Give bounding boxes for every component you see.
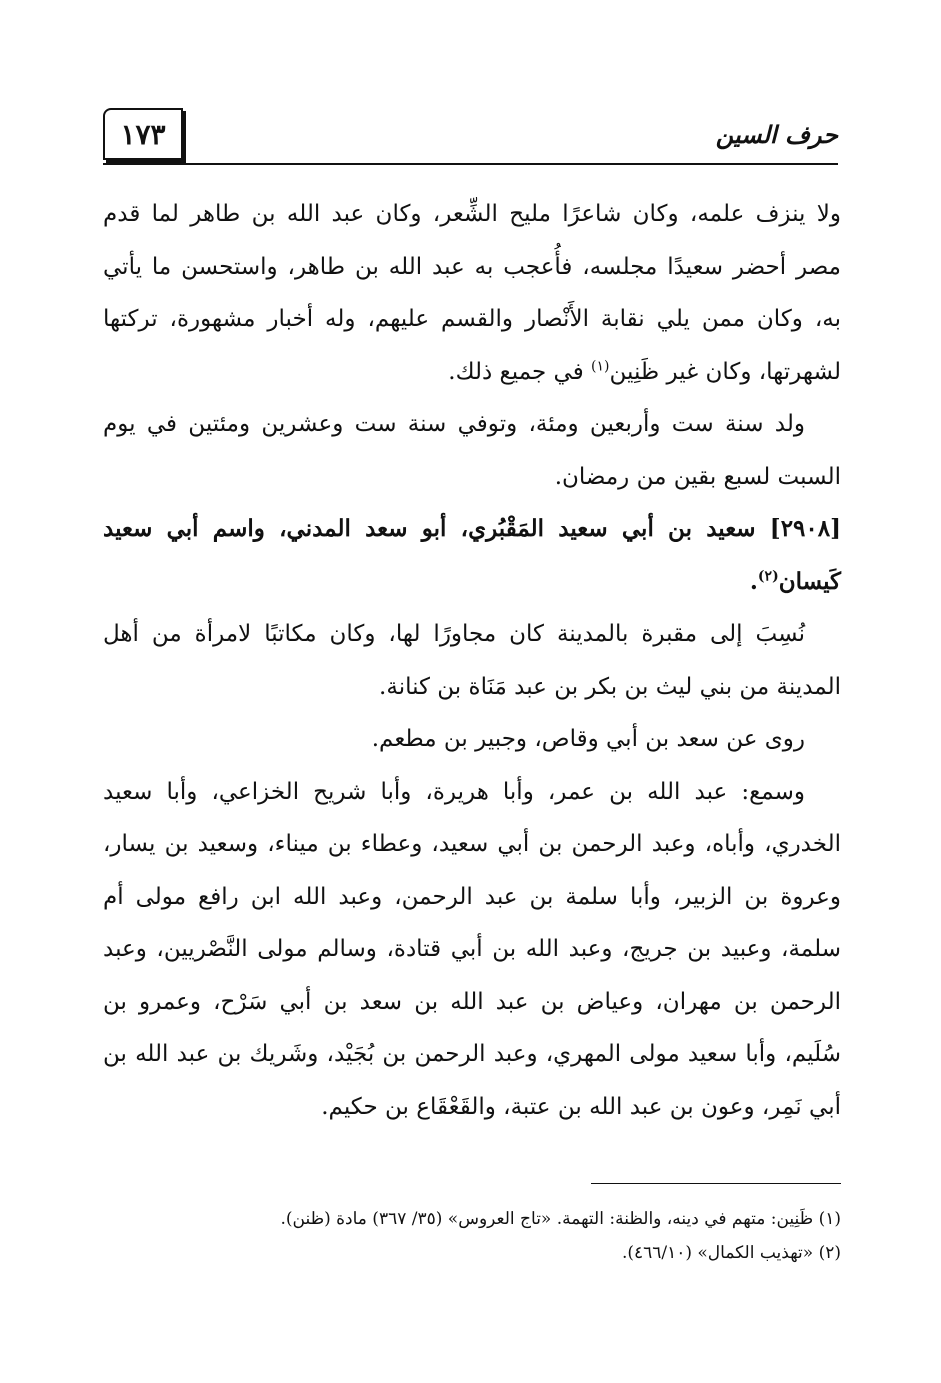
paragraph-4: روى عن سعد بن أبي وقاص، وجبير بن مطعم. <box>371 726 805 752</box>
page-number: ١٧٣ <box>120 117 166 151</box>
paragraph-1 <box>103 188 841 398</box>
paragraph-1-text: ولا ينزف علمه، وكان شاعرًا مليح الشِّعر، وكان عبد الله بن طاهر لما قدم مصر أحضر سعيدًا مجلسه، فأُعجب به عبد الله بن طاهر، واستحسن ما يأتي به، وكان ممن يلي نقابة الأَنْصار والقسم عليهم، وله أخبار مشهورة، تركتها لشهرتها، وكان غير ظَنِين <box>103 201 841 385</box>
entry-heading-end: . <box>749 567 758 595</box>
footnote-1: (١) ظَنِين: متهم في دينه، والظنة: التهمة. «تاج العروس» (٣٥/ ٣٦٧) مادة (ظنن). <box>280 1209 841 1229</box>
header-rule <box>103 163 838 165</box>
body-text <box>103 188 841 1133</box>
footnote-ref-1: (١) <box>591 357 610 374</box>
footnote-rule <box>591 1183 841 1184</box>
paragraph-2: ولد سنة ست وأربعين ومئة، وتوفي سنة ست وعشرين ومئتين في يوم السبت لسبع بقين من رمضان. <box>103 411 841 490</box>
paragraph-3: نُسِبَ إلى مقبرة بالمدينة كان مجاورًا لها، وكان مكاتبًا لامرأة من أهل المدينة من بني ليث بن بكر بن عبد مَنَاة بن كنانة. <box>103 621 841 700</box>
entry-heading-text: [٢٩٠٨] سعيد بن أبي سعيد المَقْبُري، أبو سعد المدني، واسم أبي سعيد كَيسان <box>103 515 841 595</box>
entry-heading <box>103 503 841 608</box>
paragraph-5: وسمع: عبد الله بن عمر، وأبا هريرة، وأبا شريح الخزاعي، وأبا سعيد الخدري، وأباه، وعبد الرحمن بن أبي سعيد، وعطاء بن ميناء، وسعيد بن يسار، وعروة بن الزبير، وأبا سلمة بن عبد الرحمن، وعبد الله ابن رافع مولى أم سلمة، وعبيد بن جريج، وعبد الله بن أبي قتادة، وسالم مولى النَّصْريين، وعبد الرحمن بن مهران، وعياض بن عبد الله بن سعد بن أبي سَرْح، وعمرو بن سُلَيم، وأبا سعيد مولى المهري، وعبد الرحمن بن بُجَيْد، وشَريك بن عبد الله بن أبي نَمِر، وعون بن عبد الله بن عتبة، والقَعْقَاع بن حكيم. <box>103 778 841 1120</box>
footnote-ref-2: (٢) <box>757 567 779 584</box>
running-header: حرف السين <box>715 120 838 149</box>
paragraph-1-end: في جميع ذلك. <box>448 358 592 385</box>
page-number-box <box>103 108 183 160</box>
footnote-2: (٢) «تهذيب الكمال» (٤٦٦/١٠). <box>621 1243 841 1263</box>
footnotes <box>103 1202 841 1270</box>
